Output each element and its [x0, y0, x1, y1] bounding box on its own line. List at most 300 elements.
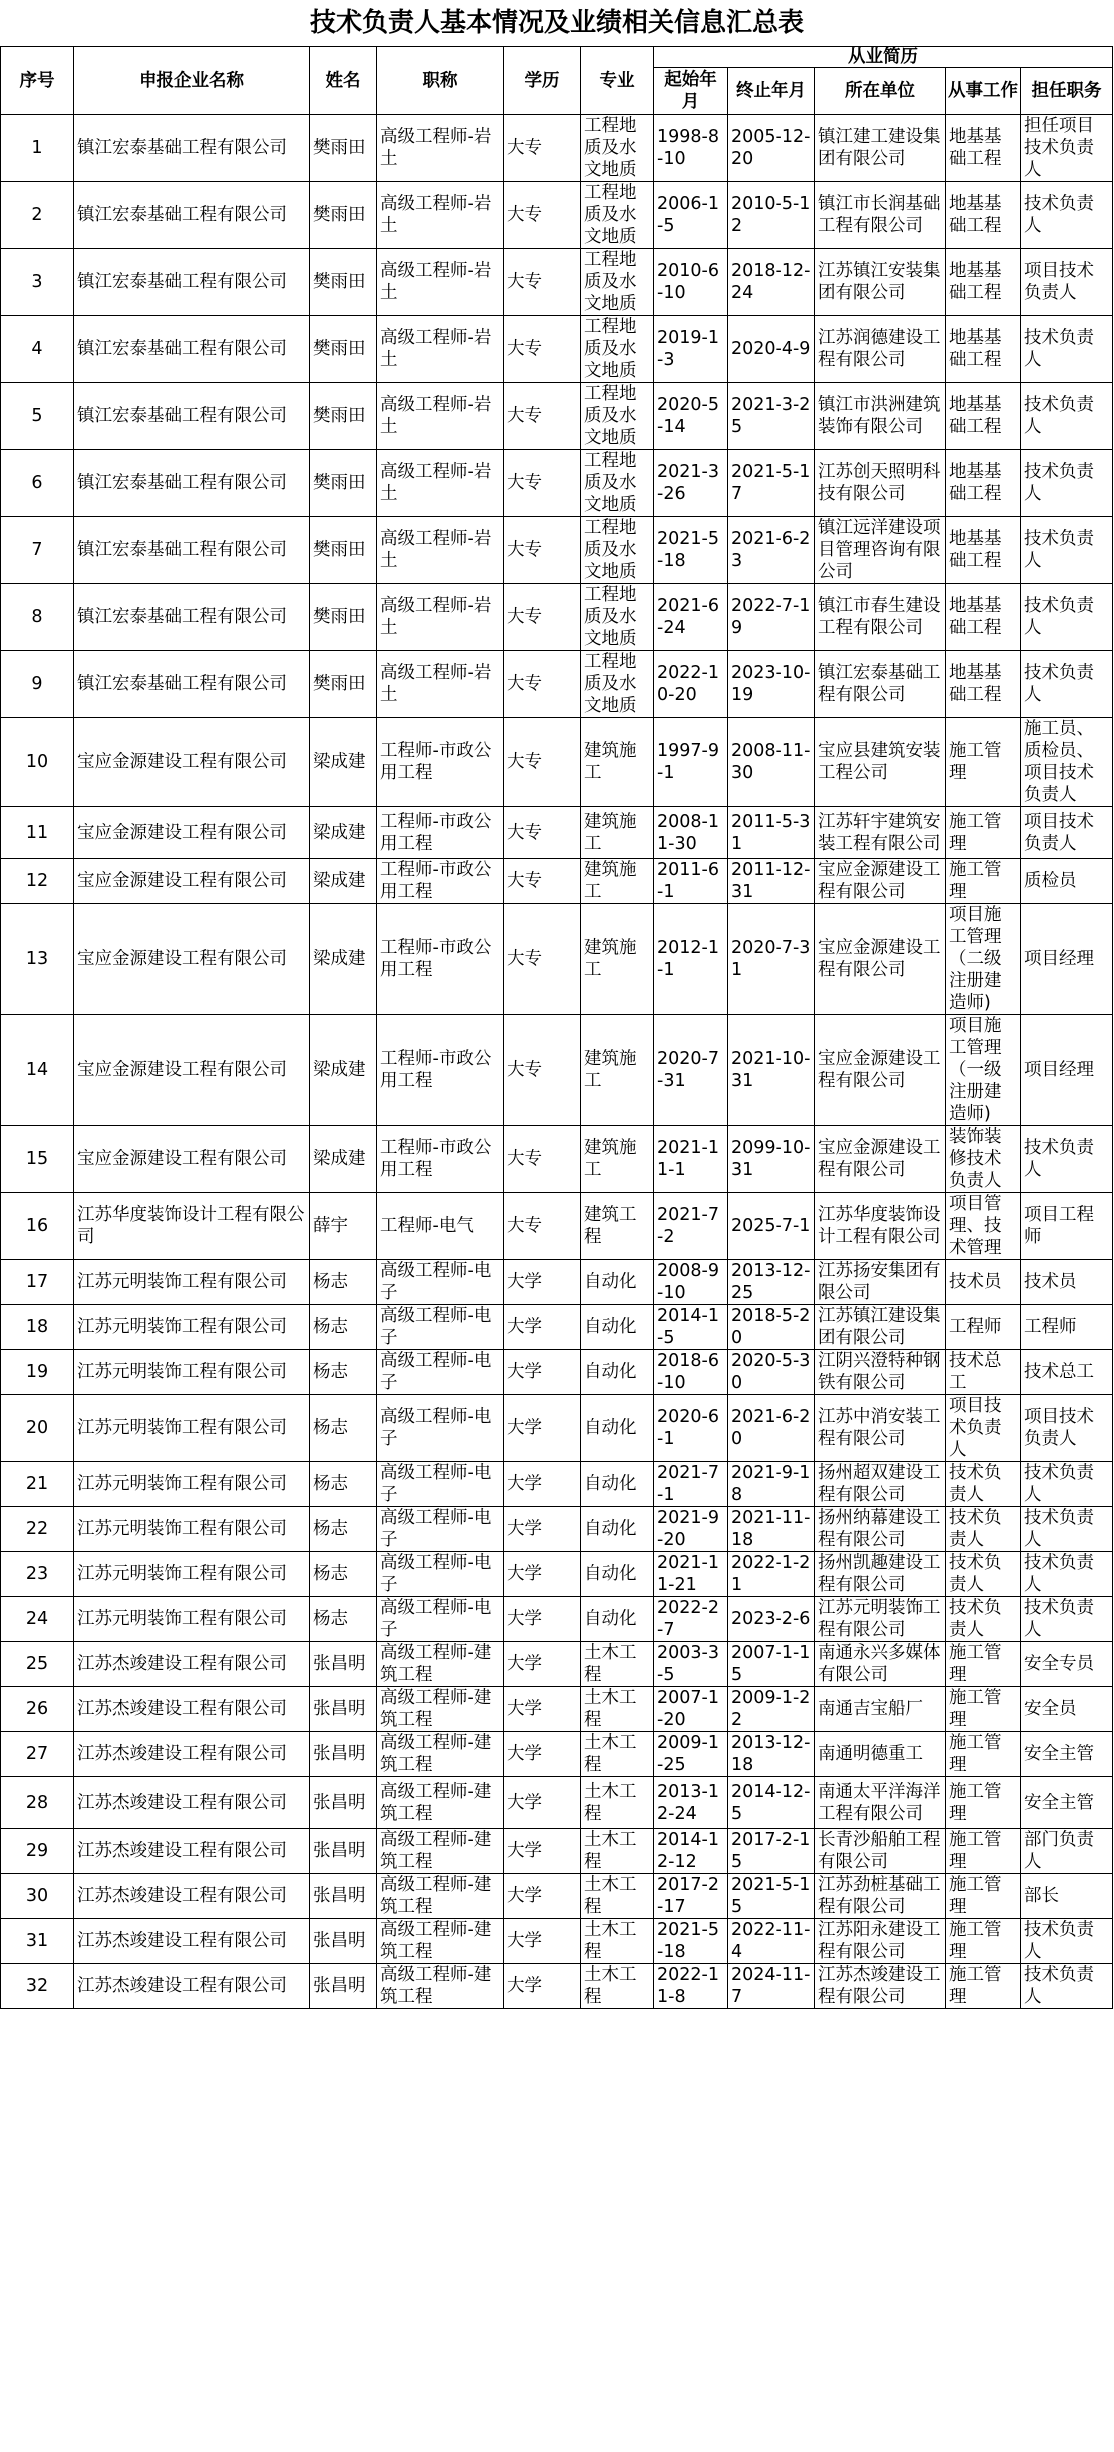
cell-end: 2009-1-22 [728, 1687, 815, 1732]
cell-field: 技术总工 [946, 1350, 1021, 1395]
cell-unit: 江苏轩宇建筑安装工程有限公司 [815, 807, 946, 859]
cell-company: 江苏杰竣建设工程有限公司 [74, 1777, 310, 1829]
table-row [1, 1395, 1113, 1462]
cell-major: 工程地质及水文地质 [581, 584, 654, 651]
table-row [1, 718, 1113, 807]
table-row [1, 1964, 1113, 2009]
cell-unit: 江苏镇江安装集团有限公司 [815, 249, 946, 316]
cell-end: 2021-5-17 [728, 450, 815, 517]
cell-company: 镇江宏泰基础工程有限公司 [74, 249, 310, 316]
cell-company: 江苏杰竣建设工程有限公司 [74, 1829, 310, 1874]
cell-field: 技术负责人 [946, 1507, 1021, 1552]
cell-education: 大专 [504, 718, 581, 807]
cell-field: 技术员 [946, 1260, 1021, 1305]
cell-rank: 高级工程师-建筑工程 [377, 1777, 504, 1829]
cell-field: 施工管理 [946, 718, 1021, 807]
cell-seq: 19 [1, 1350, 74, 1395]
cell-end: 2023-2-6 [728, 1597, 815, 1642]
table-row [1, 249, 1113, 316]
cell-education: 大专 [504, 904, 581, 1015]
cell-field: 地基基础工程 [946, 316, 1021, 383]
cell-start: 2013-12-24 [654, 1777, 728, 1829]
cell-start: 2021-7-2 [654, 1193, 728, 1260]
cell-education: 大学 [504, 1260, 581, 1305]
cell-education: 大学 [504, 1777, 581, 1829]
cell-rank: 高级工程师-电子 [377, 1305, 504, 1350]
cell-end: 2022-7-19 [728, 584, 815, 651]
cell-education: 大专 [504, 807, 581, 859]
table-header [1, 47, 1113, 115]
cell-rank: 高级工程师-电子 [377, 1395, 504, 1462]
cell-education: 大专 [504, 859, 581, 904]
table-row [1, 1597, 1113, 1642]
cell-role: 安全专员 [1021, 1642, 1113, 1687]
cell-major: 工程地质及水文地质 [581, 316, 654, 383]
cell-education: 大专 [504, 1015, 581, 1126]
cell-company: 镇江宏泰基础工程有限公司 [74, 584, 310, 651]
cell-rank: 工程师-市政公用工程 [377, 1126, 504, 1193]
table-row [1, 1687, 1113, 1732]
cell-rank: 高级工程师-建筑工程 [377, 1687, 504, 1732]
cell-start: 2020-5-14 [654, 383, 728, 450]
cell-field: 地基基础工程 [946, 115, 1021, 182]
cell-end: 2025-7-1 [728, 1193, 815, 1260]
cell-unit: 镇江建工建设集团有限公司 [815, 115, 946, 182]
cell-unit: 江阴兴澄特种钢铁有限公司 [815, 1350, 946, 1395]
cell-field: 地基基础工程 [946, 450, 1021, 517]
cell-name: 杨志 [310, 1395, 377, 1462]
cell-start: 2003-3-5 [654, 1642, 728, 1687]
cell-field: 地基基础工程 [946, 182, 1021, 249]
cell-field: 技术负责人 [946, 1462, 1021, 1507]
cell-rank: 高级工程师-岩土 [377, 450, 504, 517]
cell-start: 2008-9-10 [654, 1260, 728, 1305]
cell-seq: 30 [1, 1874, 74, 1919]
cell-role: 技术负责人 [1021, 517, 1113, 584]
cell-role: 技术负责人 [1021, 1597, 1113, 1642]
cell-rank: 高级工程师-电子 [377, 1260, 504, 1305]
cell-name: 梁成建 [310, 807, 377, 859]
cell-major: 土木工程 [581, 1642, 654, 1687]
cell-field: 装饰装修技术负责人 [946, 1126, 1021, 1193]
cell-name: 张昌明 [310, 1687, 377, 1732]
cell-rank: 高级工程师-岩土 [377, 651, 504, 718]
cell-start: 2017-2-17 [654, 1874, 728, 1919]
cell-end: 2011-5-31 [728, 807, 815, 859]
cell-company: 江苏元明装饰工程有限公司 [74, 1260, 310, 1305]
cell-role: 施工员、质检员、项目技术负责人 [1021, 718, 1113, 807]
cell-rank: 高级工程师-电子 [377, 1350, 504, 1395]
cell-field: 施工管理 [946, 859, 1021, 904]
cell-company: 镇江宏泰基础工程有限公司 [74, 450, 310, 517]
table-row [1, 115, 1113, 182]
cell-role: 项目技术负责人 [1021, 1395, 1113, 1462]
cell-unit: 镇江市长润基础工程有限公司 [815, 182, 946, 249]
cell-unit: 扬州超双建设工程有限公司 [815, 1462, 946, 1507]
header-career: 从业简历 [654, 47, 1113, 68]
cell-seq: 9 [1, 651, 74, 718]
cell-name: 樊雨田 [310, 517, 377, 584]
cell-unit: 镇江远洋建设项目管理咨询有限公司 [815, 517, 946, 584]
cell-education: 大专 [504, 1193, 581, 1260]
cell-major: 建筑施工 [581, 1126, 654, 1193]
cell-field: 项目施工管理（二级注册建造师) [946, 904, 1021, 1015]
cell-end: 2023-10-19 [728, 651, 815, 718]
cell-name: 樊雨田 [310, 182, 377, 249]
cell-role: 技术员 [1021, 1260, 1113, 1305]
table-row [1, 1462, 1113, 1507]
cell-seq: 18 [1, 1305, 74, 1350]
cell-role: 技术负责人 [1021, 1507, 1113, 1552]
cell-education: 大专 [504, 249, 581, 316]
cell-start: 2008-11-30 [654, 807, 728, 859]
cell-unit: 江苏润德建设工程有限公司 [815, 316, 946, 383]
cell-rank: 工程师-市政公用工程 [377, 904, 504, 1015]
header-major: 专业 [581, 47, 654, 115]
summary-table [0, 46, 1113, 2009]
cell-unit: 宝应金源建设工程有限公司 [815, 904, 946, 1015]
cell-company: 宝应金源建设工程有限公司 [74, 904, 310, 1015]
cell-name: 樊雨田 [310, 651, 377, 718]
cell-name: 樊雨田 [310, 249, 377, 316]
cell-name: 樊雨田 [310, 115, 377, 182]
cell-seq: 4 [1, 316, 74, 383]
cell-role: 技术负责人 [1021, 1552, 1113, 1597]
cell-start: 2010-6-10 [654, 249, 728, 316]
cell-end: 2021-6-23 [728, 517, 815, 584]
cell-education: 大专 [504, 584, 581, 651]
cell-seq: 23 [1, 1552, 74, 1597]
cell-seq: 20 [1, 1395, 74, 1462]
cell-seq: 11 [1, 807, 74, 859]
cell-unit: 江苏中消安装工程有限公司 [815, 1395, 946, 1462]
header-seq: 序号 [1, 47, 74, 115]
cell-seq: 3 [1, 249, 74, 316]
cell-end: 2020-7-31 [728, 904, 815, 1015]
cell-company: 江苏杰竣建设工程有限公司 [74, 1919, 310, 1964]
cell-education: 大专 [504, 450, 581, 517]
cell-major: 工程地质及水文地质 [581, 249, 654, 316]
cell-unit: 扬州凯趣建设工程有限公司 [815, 1552, 946, 1597]
header-company: 申报企业名称 [74, 47, 310, 115]
table-row [1, 182, 1113, 249]
cell-name: 张昌明 [310, 1964, 377, 2009]
table-row [1, 904, 1113, 1015]
cell-role: 技术负责人 [1021, 1126, 1113, 1193]
cell-major: 建筑施工 [581, 904, 654, 1015]
cell-start: 2021-5-18 [654, 1919, 728, 1964]
cell-seq: 32 [1, 1964, 74, 2009]
cell-major: 土木工程 [581, 1687, 654, 1732]
cell-field: 施工管理 [946, 1777, 1021, 1829]
cell-major: 建筑工程 [581, 1193, 654, 1260]
cell-start: 2006-1-5 [654, 182, 728, 249]
cell-role: 安全员 [1021, 1687, 1113, 1732]
cell-role: 安全主管 [1021, 1732, 1113, 1777]
cell-role: 质检员 [1021, 859, 1113, 904]
cell-field: 地基基础工程 [946, 383, 1021, 450]
cell-unit: 长青沙船舶工程有限公司 [815, 1829, 946, 1874]
cell-unit: 江苏扬安集团有限公司 [815, 1260, 946, 1305]
table-row [1, 1642, 1113, 1687]
cell-end: 2021-6-20 [728, 1395, 815, 1462]
cell-name: 张昌明 [310, 1919, 377, 1964]
cell-end: 2013-12-25 [728, 1260, 815, 1305]
cell-end: 2020-4-9 [728, 316, 815, 383]
table-row [1, 1305, 1113, 1350]
cell-end: 2024-11-7 [728, 1964, 815, 2009]
cell-education: 大专 [504, 1126, 581, 1193]
cell-start: 2014-12-12 [654, 1829, 728, 1874]
cell-seq: 5 [1, 383, 74, 450]
cell-start: 2021-3-26 [654, 450, 728, 517]
cell-education: 大学 [504, 1687, 581, 1732]
cell-name: 杨志 [310, 1305, 377, 1350]
cell-rank: 高级工程师-岩土 [377, 383, 504, 450]
table-row [1, 651, 1113, 718]
cell-start: 2020-7-31 [654, 1015, 728, 1126]
cell-seq: 16 [1, 1193, 74, 1260]
cell-name: 张昌明 [310, 1777, 377, 1829]
cell-start: 1998-8-10 [654, 115, 728, 182]
cell-end: 2021-9-18 [728, 1462, 815, 1507]
cell-unit: 扬州纳幕建设工程有限公司 [815, 1507, 946, 1552]
cell-company: 江苏元明装饰工程有限公司 [74, 1552, 310, 1597]
table-row [1, 584, 1113, 651]
cell-name: 梁成建 [310, 1015, 377, 1126]
cell-end: 2017-2-15 [728, 1829, 815, 1874]
cell-field: 施工管理 [946, 1732, 1021, 1777]
cell-role: 项目经理 [1021, 904, 1113, 1015]
table-row [1, 1193, 1113, 1260]
cell-education: 大专 [504, 383, 581, 450]
cell-education: 大学 [504, 1964, 581, 2009]
cell-company: 宝应金源建设工程有限公司 [74, 1126, 310, 1193]
cell-company: 江苏元明装饰工程有限公司 [74, 1507, 310, 1552]
cell-rank: 工程师-市政公用工程 [377, 1015, 504, 1126]
cell-seq: 15 [1, 1126, 74, 1193]
cell-company: 镇江宏泰基础工程有限公司 [74, 316, 310, 383]
cell-education: 大学 [504, 1350, 581, 1395]
cell-role: 安全主管 [1021, 1777, 1113, 1829]
cell-start: 2009-1-25 [654, 1732, 728, 1777]
cell-unit: 南通永兴多媒体有限公司 [815, 1642, 946, 1687]
table-row [1, 1777, 1113, 1829]
cell-seq: 6 [1, 450, 74, 517]
cell-name: 梁成建 [310, 859, 377, 904]
cell-unit: 江苏元明装饰工程有限公司 [815, 1597, 946, 1642]
cell-start: 2022-10-20 [654, 651, 728, 718]
cell-rank: 工程师-市政公用工程 [377, 859, 504, 904]
cell-rank: 高级工程师-建筑工程 [377, 1732, 504, 1777]
cell-end: 2018-5-20 [728, 1305, 815, 1350]
cell-education: 大学 [504, 1305, 581, 1350]
cell-start: 2021-11-1 [654, 1126, 728, 1193]
cell-end: 2021-11-18 [728, 1507, 815, 1552]
cell-seq: 28 [1, 1777, 74, 1829]
cell-field: 项目施工管理（一级注册建造师) [946, 1015, 1021, 1126]
cell-name: 杨志 [310, 1597, 377, 1642]
cell-name: 樊雨田 [310, 383, 377, 450]
cell-start: 2022-11-8 [654, 1964, 728, 2009]
cell-major: 自动化 [581, 1395, 654, 1462]
cell-major: 建筑施工 [581, 718, 654, 807]
cell-name: 杨志 [310, 1462, 377, 1507]
cell-seq: 24 [1, 1597, 74, 1642]
cell-end: 2008-11-30 [728, 718, 815, 807]
cell-field: 施工管理 [946, 1829, 1021, 1874]
cell-start: 2021-6-24 [654, 584, 728, 651]
cell-company: 镇江宏泰基础工程有限公司 [74, 182, 310, 249]
cell-major: 工程地质及水文地质 [581, 182, 654, 249]
cell-end: 2022-11-4 [728, 1919, 815, 1964]
cell-education: 大学 [504, 1395, 581, 1462]
cell-field: 施工管理 [946, 1874, 1021, 1919]
cell-field: 工程师 [946, 1305, 1021, 1350]
cell-rank: 高级工程师-电子 [377, 1462, 504, 1507]
cell-field: 项目技术负责人 [946, 1395, 1021, 1462]
cell-role: 技术负责人 [1021, 1462, 1113, 1507]
cell-seq: 22 [1, 1507, 74, 1552]
cell-seq: 31 [1, 1919, 74, 1964]
header-unit: 所在单位 [815, 68, 946, 115]
cell-major: 工程地质及水文地质 [581, 115, 654, 182]
cell-education: 大学 [504, 1642, 581, 1687]
cell-seq: 25 [1, 1642, 74, 1687]
cell-seq: 29 [1, 1829, 74, 1874]
table-row [1, 316, 1113, 383]
cell-field: 地基基础工程 [946, 584, 1021, 651]
cell-field: 技术负责人 [946, 1597, 1021, 1642]
cell-education: 大专 [504, 316, 581, 383]
cell-field: 项目管理、技术管理 [946, 1193, 1021, 1260]
cell-seq: 10 [1, 718, 74, 807]
cell-seq: 7 [1, 517, 74, 584]
cell-company: 江苏元明装饰工程有限公司 [74, 1395, 310, 1462]
cell-rank: 高级工程师-电子 [377, 1507, 504, 1552]
header-role: 担任职务 [1021, 68, 1113, 115]
cell-role: 担任项目技术负责人 [1021, 115, 1113, 182]
cell-role: 项目技术负责人 [1021, 807, 1113, 859]
cell-role: 项目经理 [1021, 1015, 1113, 1126]
cell-role: 项目技术负责人 [1021, 249, 1113, 316]
cell-name: 张昌明 [310, 1732, 377, 1777]
cell-unit: 宝应金源建设工程有限公司 [815, 1126, 946, 1193]
cell-company: 镇江宏泰基础工程有限公司 [74, 383, 310, 450]
cell-rank: 高级工程师-建筑工程 [377, 1964, 504, 2009]
cell-seq: 14 [1, 1015, 74, 1126]
cell-major: 建筑施工 [581, 1015, 654, 1126]
cell-major: 自动化 [581, 1350, 654, 1395]
cell-end: 2011-12-31 [728, 859, 815, 904]
cell-end: 2007-1-15 [728, 1642, 815, 1687]
cell-major: 土木工程 [581, 1777, 654, 1829]
cell-major: 土木工程 [581, 1874, 654, 1919]
cell-unit: 宝应县建筑安装工程公司 [815, 718, 946, 807]
cell-name: 杨志 [310, 1350, 377, 1395]
cell-rank: 高级工程师-建筑工程 [377, 1829, 504, 1874]
cell-rank: 高级工程师-岩土 [377, 584, 504, 651]
cell-role: 技术负责人 [1021, 316, 1113, 383]
cell-seq: 17 [1, 1260, 74, 1305]
cell-role: 部门负责人 [1021, 1829, 1113, 1874]
cell-unit: 镇江市春生建设工程有限公司 [815, 584, 946, 651]
cell-education: 大专 [504, 182, 581, 249]
cell-rank: 高级工程师-岩土 [377, 182, 504, 249]
cell-start: 2021-11-21 [654, 1552, 728, 1597]
table-row [1, 1126, 1113, 1193]
cell-company: 江苏杰竣建设工程有限公司 [74, 1687, 310, 1732]
cell-major: 工程地质及水文地质 [581, 383, 654, 450]
table-row [1, 859, 1113, 904]
cell-name: 梁成建 [310, 1126, 377, 1193]
cell-field: 地基基础工程 [946, 249, 1021, 316]
cell-name: 张昌明 [310, 1874, 377, 1919]
cell-end: 2021-5-15 [728, 1874, 815, 1919]
cell-major: 土木工程 [581, 1964, 654, 2009]
header-start: 起始年月 [654, 68, 728, 115]
cell-field: 施工管理 [946, 1919, 1021, 1964]
cell-role: 技术总工 [1021, 1350, 1113, 1395]
cell-company: 江苏华度装饰设计工程有限公司 [74, 1193, 310, 1260]
cell-company: 江苏元明装饰工程有限公司 [74, 1462, 310, 1507]
cell-rank: 高级工程师-岩土 [377, 115, 504, 182]
cell-role: 技术负责人 [1021, 584, 1113, 651]
cell-end: 2022-1-21 [728, 1552, 815, 1597]
cell-education: 大专 [504, 651, 581, 718]
cell-seq: 26 [1, 1687, 74, 1732]
cell-end: 2005-12-20 [728, 115, 815, 182]
cell-role: 部长 [1021, 1874, 1113, 1919]
cell-role: 技术负责人 [1021, 450, 1113, 517]
cell-company: 江苏元明装饰工程有限公司 [74, 1350, 310, 1395]
cell-unit: 江苏创天照明科技有限公司 [815, 450, 946, 517]
cell-name: 杨志 [310, 1260, 377, 1305]
cell-unit: 江苏镇江建设集团有限公司 [815, 1305, 946, 1350]
cell-name: 梁成建 [310, 718, 377, 807]
table-row [1, 1829, 1113, 1874]
cell-role: 技术负责人 [1021, 1964, 1113, 2009]
cell-seq: 1 [1, 115, 74, 182]
document-title: 技术负责人基本情况及业绩相关信息汇总表 [309, 8, 804, 38]
cell-unit: 江苏劲桩基础工程有限公司 [815, 1874, 946, 1919]
cell-seq: 13 [1, 904, 74, 1015]
cell-field: 施工管理 [946, 1642, 1021, 1687]
cell-end: 2099-10-31 [728, 1126, 815, 1193]
cell-role: 技术负责人 [1021, 182, 1113, 249]
cell-education: 大专 [504, 115, 581, 182]
cell-end: 2018-12-24 [728, 249, 815, 316]
cell-unit: 江苏杰竣建设工程有限公司 [815, 1964, 946, 2009]
cell-rank: 高级工程师-建筑工程 [377, 1874, 504, 1919]
cell-major: 土木工程 [581, 1732, 654, 1777]
table-row [1, 1350, 1113, 1395]
cell-start: 2018-6-10 [654, 1350, 728, 1395]
cell-role: 工程师 [1021, 1305, 1113, 1350]
cell-company: 江苏元明装饰工程有限公司 [74, 1305, 310, 1350]
header-field: 从事工作 [946, 68, 1021, 115]
cell-seq: 27 [1, 1732, 74, 1777]
cell-education: 大学 [504, 1874, 581, 1919]
cell-end: 2021-3-25 [728, 383, 815, 450]
cell-start: 2007-1-20 [654, 1687, 728, 1732]
cell-rank: 高级工程师-岩土 [377, 316, 504, 383]
cell-unit: 南通太平洋海洋工程有限公司 [815, 1777, 946, 1829]
cell-start: 2022-2-7 [654, 1597, 728, 1642]
cell-major: 自动化 [581, 1597, 654, 1642]
cell-company: 镇江宏泰基础工程有限公司 [74, 115, 310, 182]
cell-role: 技术负责人 [1021, 383, 1113, 450]
